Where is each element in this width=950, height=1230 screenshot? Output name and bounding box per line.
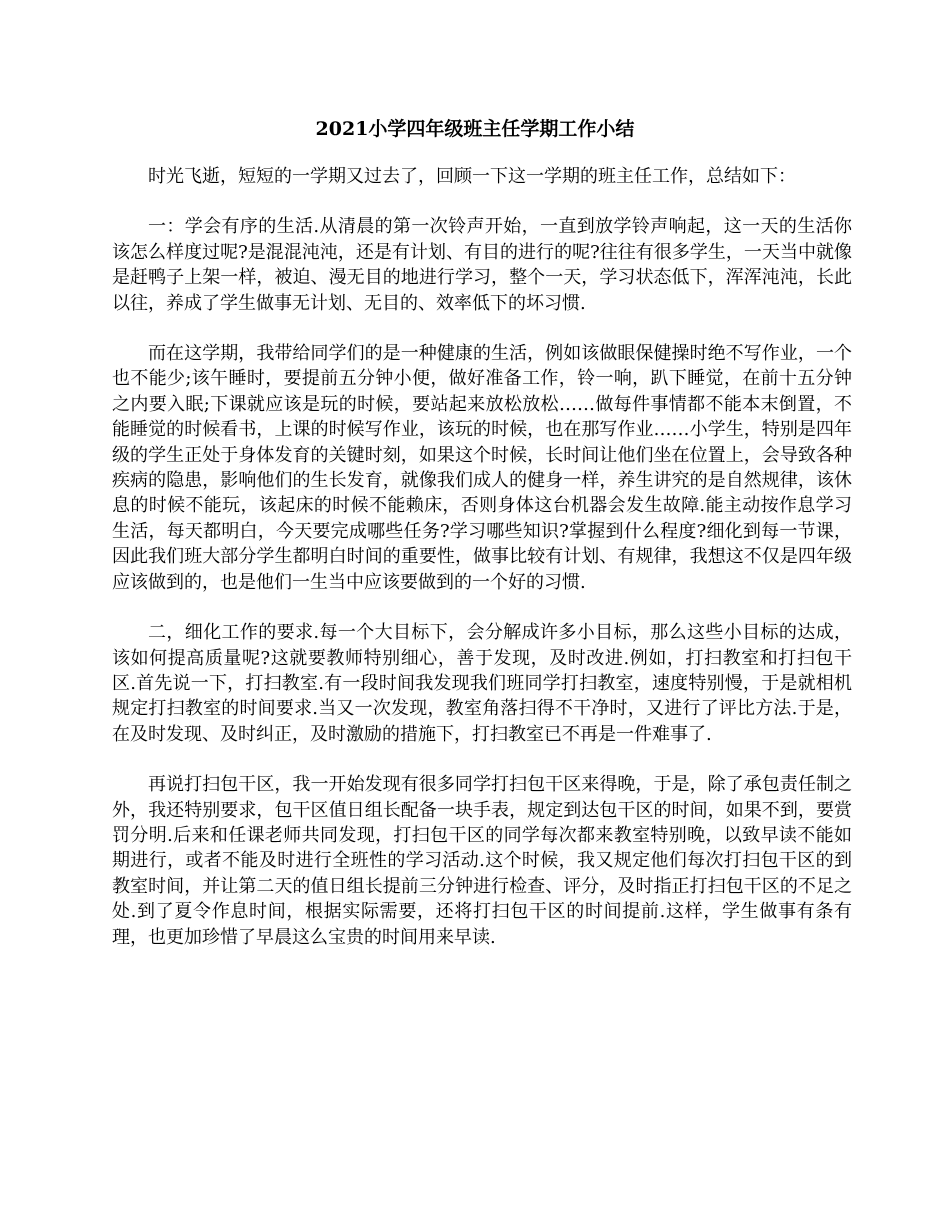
paragraph-section-2: 二，细化工作的要求.每一个大目标下，会分解成许多小目标，那么这些小目标的达成，该如何提高质量呢?这就要教师特别细心，善于发现，及时改进.例如，打扫教室和打扫包干区.首先说一下，打扫教室.有一段时间我发现我们班同学打扫教室，速度特别慢，于是就相机规定打扫教室的时间要求.当又一次发现，教室角落扫得不干净时，又进行了评比方法.于是，在及时发现、及时纠正，及时激励的措施下，打扫教室已不再是一件难事了. xyxy=(112,622,852,745)
paragraph-intro: 时光飞逝，短短的一学期又过去了，回顾一下这一学期的班主任工作，总结如下： xyxy=(148,166,796,187)
paragraph-section-2-detail: 再说打扫包干区，我一开始发现有很多同学打扫包干区来得晚，于是，除了承包责任制之外，我还特别要求，包干区值日组长配备一块手表，规定到达包干区的时间，如果不到，要赏罚分明.后来和任课老师共同发现，打扫包干区的同学每次都来教室特别晚，以致早读不能如期进行，或者不能及时进行全班性的学习活动.这个时候，我又规定他们每次打扫包干区的到教室时间，并让第二天的值日组长提前三分钟进行检查、评分，及时指正打扫包干区的不足之处.到了夏令作息时间，根据实际需要，还将打扫包干区的时间提前.这样，学生做事有条有理，也更加珍惜了早晨这么宝贵的时间用来早读. xyxy=(112,774,852,948)
document-title: 2021小学四年级班主任学期工作小结 xyxy=(315,118,635,140)
paragraph-section-1: 一：学会有序的生活.从清晨的第一次铃声开始，一直到放学铃声响起，这一天的生活你该怎么样度过呢?是混混沌沌，还是有计划、有目的进行的呢?往往有很多学生，一天当中就像是赶鸭子上架一样，被迫、漫无目的地进行学习，整个一天，学习状态低下，浑浑沌沌，长此以往，养成了学生做事无计划、无目的、效率低下的坏习惯. xyxy=(112,216,852,314)
paragraph-section-1-detail: 而在这学期，我带给同学们的是一种健康的生活，例如该做眼保健操时绝不写作业，一个也不能少;该午睡时，要提前五分钟小便，做好准备工作，铃一响，趴下睡觉，在前十五分钟之内要入眠;下课就应该是玩的时候，要站起来放松放松……做每件事情都不能本末倒置，不能睡觉的时候看书，上课的时候写作业，该玩的时候，也在那写作业……小学生，特别是四年级的学生正处于身体发育的关键时刻，如果这个时候，长时间让他们坐在位置上，会导致各种疾病的隐患，影响他们的生长发育，就像我们成人的健身一样，养生讲究的是自然规律，该休息的时候不能玩，该起床的时候不能赖床，否则身体这台机器会发生故障.能主动按作息学习生活，每天都明白，今天要完成哪些任务?学习哪些知识?掌握到什么程度?细化到每一节课，因此我们班大部分学生都明白时间的重要性，做事比较有计划、有规律，我想这不仅是四年级应该做到的，也是他们一生当中应该要做到的一个好的习惯. xyxy=(112,343,852,593)
document-body xyxy=(112,164,852,950)
